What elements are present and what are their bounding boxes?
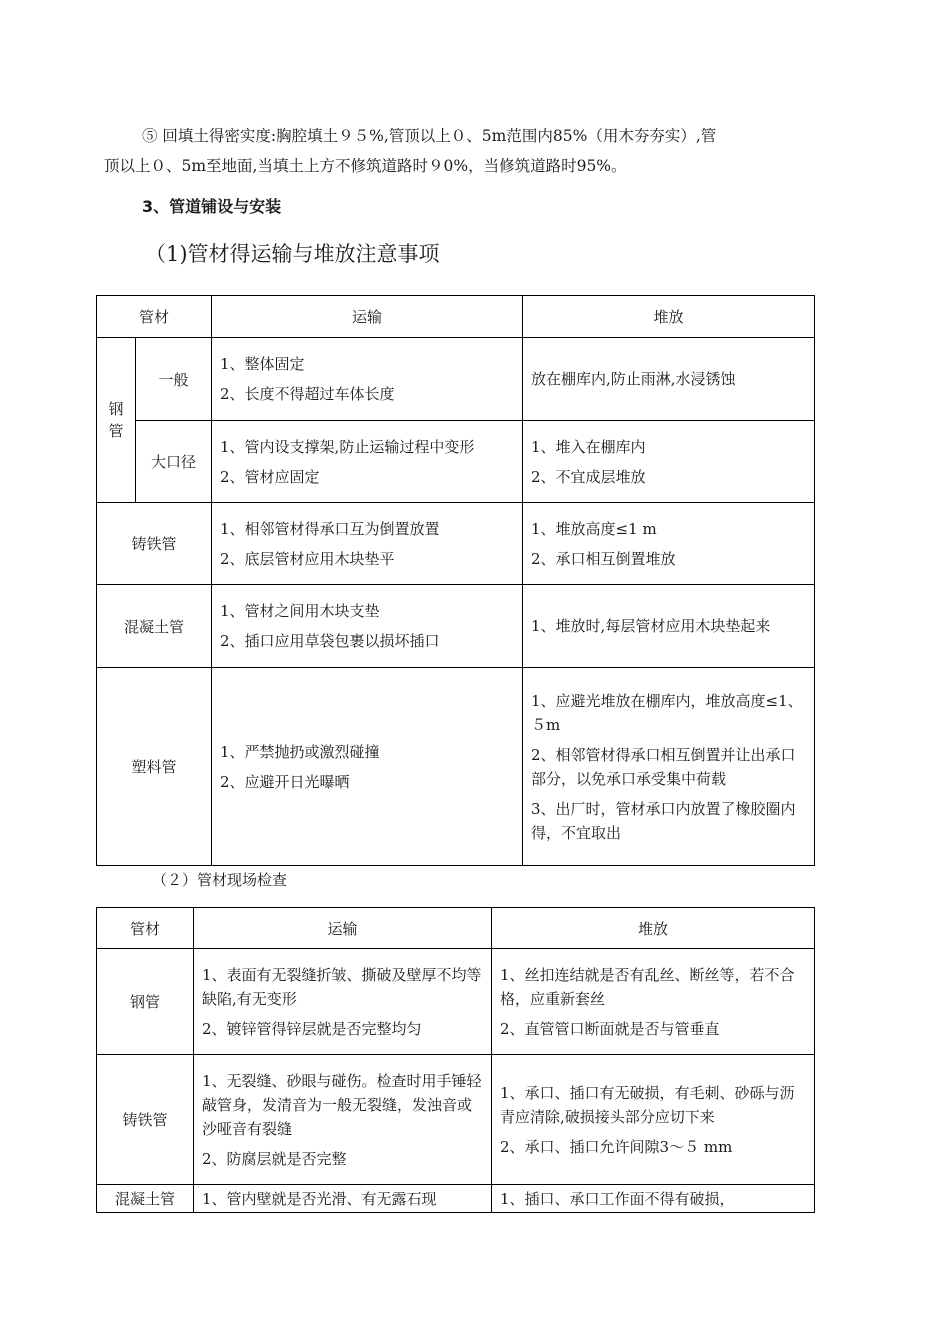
table-row: [97, 585, 815, 668]
transport-cell: 1、无裂缝、砂眼与碰伤。检查时用手锤轻敲管身，发清音为一般无裂缝，发浊音或沙哑音有裂缝 2、防腐层就是否完整: [194, 1055, 492, 1185]
table1-caption: （1)管材得运输与堆放注意事项: [145, 242, 440, 266]
table2-caption: （２）管材现场检查: [152, 871, 288, 889]
row-label: 钢管: [97, 949, 194, 1055]
transport-cell: 1、相邻管材得承口互为倒置放置 2、底层管材应用木块垫平: [212, 503, 523, 585]
storage-cell: 1、堆入在棚库内 2、不宜成层堆放: [523, 421, 815, 503]
transport-cell: 1、整体固定 2、长度不得超过车体长度: [212, 338, 523, 421]
table-row: [97, 1055, 815, 1185]
row-label: 塑料管: [97, 668, 212, 866]
header-material: 管材: [97, 908, 194, 949]
table-row: [97, 503, 815, 585]
header-transport: 运输: [194, 908, 492, 949]
site-inspection-table: [96, 907, 815, 1213]
storage-cell: 1、应避光堆放在棚库内，堆放高度≤1、５m 2、相邻管材得承口相互倒置并让出承口部分，以免承口承受集中荷载 3、出厂时，管材承口内放置了橡胶圈内得，不宜取出: [523, 668, 815, 866]
table-row: [97, 949, 815, 1055]
table-row: [97, 1185, 815, 1213]
intro-paragraph: [104, 121, 850, 181]
row-label: 大口径: [136, 421, 212, 503]
section-heading: 3、管道铺设与安装: [142, 197, 282, 216]
row-label: 混凝土管: [97, 585, 212, 668]
storage-cell: 1、堆放时,每层管材应用木块垫起来: [523, 585, 815, 668]
storage-cell: 1、丝扣连结就是否有乱丝、断丝等，若不合格，应重新套丝 2、直管管口断面就是否与管垂直: [492, 949, 815, 1055]
header-storage: 堆放: [523, 296, 815, 338]
transport-cell: 1、管内壁就是否光滑、有无露石现: [194, 1185, 492, 1213]
storage-cell: 放在棚库内,防止雨淋,水浸锈蚀: [523, 338, 815, 421]
transport-storage-table: [96, 295, 815, 866]
row-label: 铸铁管: [97, 503, 212, 585]
header-storage: 堆放: [492, 908, 815, 949]
header-transport: 运输: [212, 296, 523, 338]
transport-cell: 1、管材之间用木块支垫 2、插口应用草袋包裹以损坏插口: [212, 585, 523, 668]
table-header-row: [97, 908, 815, 949]
table-header-row: [97, 296, 815, 338]
storage-cell: 1、堆放高度≤1 m 2、承口相互倒置堆放: [523, 503, 815, 585]
transport-cell: 1、表面有无裂缝折皱、撕破及壁厚不均等缺陷,有无变形 2、镀锌管得锌层就是否完整均匀: [194, 949, 492, 1055]
transport-cell: 1、严禁抛扔或激烈碰撞 2、应避开日光曝晒: [212, 668, 523, 866]
steel-pipe-cell: 钢管: [97, 338, 136, 503]
table-row: [97, 421, 815, 503]
header-material: 管材: [97, 296, 212, 338]
row-label: 一般: [136, 338, 212, 421]
table-row: [97, 338, 815, 421]
transport-cell: 1、管内设支撑架,防止运输过程中变形 2、管材应固定: [212, 421, 523, 503]
storage-cell: 1、插口、承口工作面不得有破损，: [492, 1185, 815, 1213]
intro-line-2: 顶以上０、5m至地面,当填土上方不修筑道路时９0%，当修筑道路时95%。: [104, 157, 627, 175]
intro-line-1: ⑤ 回填土得密实度:胸腔填土９５%,管顶以上０、5m范围内85%（用木夯夯实）,管: [142, 127, 717, 145]
row-label: 混凝土管: [97, 1185, 194, 1213]
row-label: 铸铁管: [97, 1055, 194, 1185]
storage-cell: 1、承口、插口有无破损，有毛刺、砂砾与沥青应清除,破损接头部分应切下来 2、承口、插口允许间隙3～５ mm: [492, 1055, 815, 1185]
table-row: [97, 668, 815, 866]
